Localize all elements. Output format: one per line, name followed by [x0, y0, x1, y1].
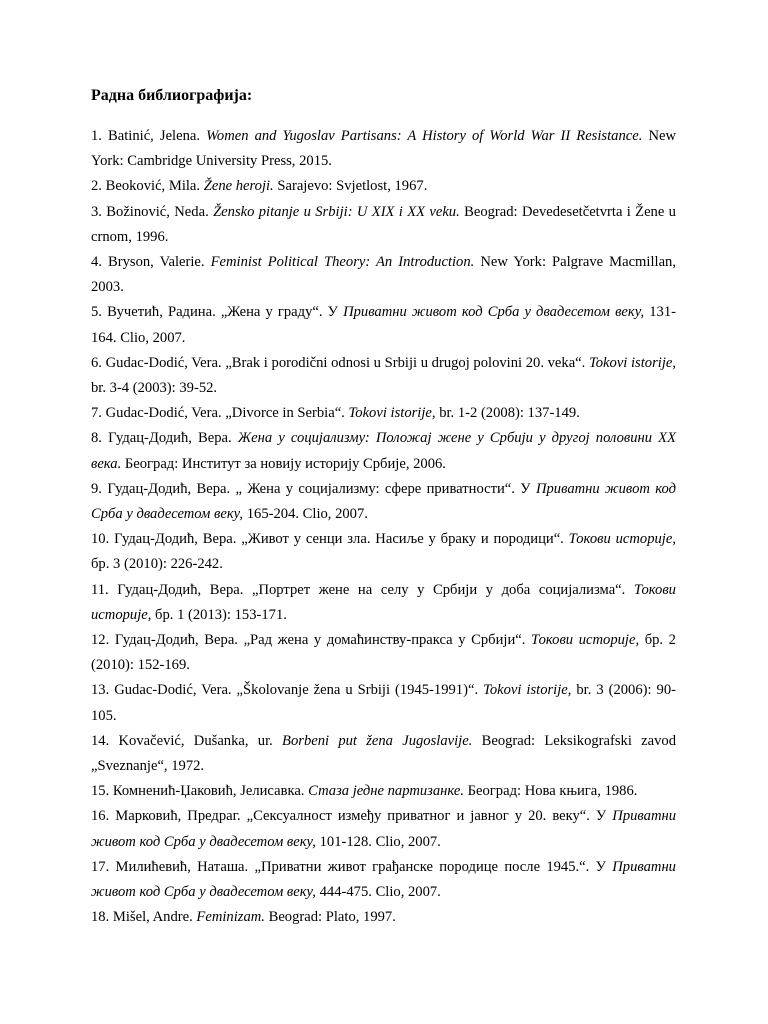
entry-publication-details: 165-204. Clio, 2007.: [246, 506, 368, 523]
entry-publication-details: Београд: Нова књига, 1986.: [467, 783, 638, 800]
bibliography-entry: [91, 124, 676, 174]
entry-publication-details: бр. 3 (2010): 226-242.: [91, 556, 223, 573]
bibliography-entry: [91, 174, 676, 199]
entry-publication-details: Sarajevo: Svjetlost, 1967.: [277, 178, 428, 195]
entry-work-title: Tokovi istorije,: [483, 682, 572, 699]
entry-number: 14.: [91, 732, 110, 749]
bibliography-entry: [91, 804, 676, 854]
entry-author: Gudac-Dodić, Vera.: [105, 405, 222, 422]
entry-work-title: Tokovi istorije,: [348, 405, 436, 422]
entry-number: 6.: [91, 354, 102, 371]
entry-number: 16.: [91, 808, 110, 825]
entry-publication-details: бр. 2 (2010): 152-169.: [91, 632, 676, 674]
entry-number: 15.: [91, 783, 110, 800]
bibliography-entry: [91, 729, 676, 779]
entry-author: Kovačević, Dušanka, ur.: [118, 732, 273, 749]
entry-number: 12.: [91, 632, 110, 649]
entry-author: Božinović, Neda.: [106, 203, 209, 220]
entry-author: Гудац-Додић, Вера.: [107, 480, 231, 497]
bibliography-entry: [91, 855, 676, 905]
entry-author: Gudac-Dodić, Vera.: [105, 354, 222, 371]
entry-work-title: Žensko pitanje u Srbiji: U XIX i XX veku.: [213, 203, 460, 220]
entry-article-title: „Рад жена у домаћинству-пракса у Србији“.: [243, 632, 526, 649]
entry-author: Гудац-Додић, Вера.: [117, 581, 244, 598]
entry-article-title: „Divorce in Serbia“.: [225, 405, 345, 422]
entry-number: 11.: [91, 581, 109, 598]
entry-work-title: Приватни живот код Срба у двадесетом веку,: [91, 858, 676, 901]
entry-number: 4.: [91, 254, 102, 271]
entry-number: 8.: [91, 430, 102, 447]
entry-number: 1.: [91, 128, 102, 144]
entry-publication-details: New York: Palgrave Macmillan, 2003.: [91, 254, 676, 296]
entry-number: 5.: [91, 304, 102, 321]
entry-article-title: „Портрет жене на селу у Србији у доба социјализма“.: [251, 581, 626, 598]
bibliography-entry: [91, 351, 676, 401]
entry-work-title: Tokovi istorije,: [588, 354, 677, 371]
entry-number: 10.: [91, 531, 110, 548]
entry-publication-details: Beograd: Plato, 1997.: [268, 909, 396, 926]
entry-work-title: Women and Yugoslav Partisans: A History of World War II Resistance.: [206, 128, 643, 144]
entry-number: 13.: [91, 682, 110, 699]
entry-author: Комненић-Џаковић, Јелисавка.: [112, 783, 305, 800]
entry-work-title: Жена у социјализму: Положај жене у Србији у другој половини XX века.: [91, 430, 676, 472]
page-title: Радна библиографија:: [91, 87, 253, 104]
entry-work-title: Feminizam.: [196, 909, 265, 926]
bibliography-entry: [91, 200, 676, 250]
bibliography-entry: [91, 628, 676, 678]
entry-number: 17.: [91, 858, 110, 875]
entry-work-title: Приватни живот код Срба у двадесетом веку,: [343, 304, 645, 321]
entry-work-title: Токови историје,: [568, 531, 676, 548]
entry-work-title: Приватни живот код Срба у двадесетом веку,: [91, 480, 677, 523]
entry-author: Mišel, Andre.: [112, 909, 193, 926]
entry-author: Марковић, Предраг.: [115, 808, 241, 825]
entry-article-title: „Приватни живот грађанске породице после 1945.“. У: [254, 858, 606, 875]
entry-article-title: „Сексуалност између приватног и јавног у 20. веку“. У: [246, 808, 607, 825]
entry-number: 18.: [91, 909, 110, 926]
entry-article-title: „Жена у граду“. У: [220, 304, 338, 321]
entry-publication-details: Београд: Институт за новију историју Србије, 2006.: [124, 455, 446, 472]
entry-author: Bryson, Valerie.: [108, 254, 205, 271]
entry-article-title: „Brak i porodični odnosi u Srbiji u drugoj polovini 20. veka“.: [225, 354, 586, 371]
bibliography-entry: [91, 527, 676, 577]
entry-publication-details: Beograd: Devedesetčetvrta i Žene u crnom, 1996.: [91, 203, 676, 245]
bibliography-entry: [91, 250, 676, 300]
bibliography-entry: [91, 779, 676, 804]
entry-author: Beoković, Mila.: [105, 178, 201, 195]
bibliography-entry: [91, 477, 676, 527]
entry-article-title: „ Жена у социјализму: сфере приватности“. У: [235, 480, 531, 497]
entry-author: Gudac-Dodić, Vera.: [114, 682, 232, 699]
entry-number: 7.: [91, 405, 102, 422]
entry-number: 3.: [91, 203, 102, 220]
entry-publication-details: br. 3-4 (2003): 39-52.: [91, 380, 218, 397]
entry-author: Batinić, Jelena.: [108, 128, 201, 144]
entry-work-title: Приватни живот код Срба у двадесетом веку,: [91, 808, 677, 850]
entry-work-title: Feminist Political Theory: An Introduction.: [210, 254, 475, 271]
entry-number: 2.: [91, 178, 102, 195]
entry-author: Гудац-Додић, Вера.: [108, 430, 232, 447]
entry-author: Гудац-Додић, Вера.: [114, 632, 238, 649]
bibliography-list: [91, 124, 676, 931]
bibliography-entry: [91, 401, 676, 426]
entry-author: Вучетић, Радина.: [107, 304, 216, 321]
entry-work-title: Токови историје,: [91, 581, 676, 623]
entry-publication-details: 131-164. Clio, 2007.: [91, 304, 676, 346]
bibliography-entry: [91, 300, 676, 350]
entry-work-title: Токови историје,: [531, 632, 640, 649]
entry-work-title: Стаза једне партизанке.: [308, 783, 464, 800]
entry-number: 9.: [91, 480, 102, 497]
bibliography-entry: [91, 678, 676, 728]
entry-article-title: „Školovanje žena u Srbiji (1945-1991)“.: [236, 682, 479, 699]
bibliography-entry: [91, 578, 676, 628]
document-page: [91, 85, 676, 931]
entry-publication-details: Beograd: Leksikografski zavod „Sveznanje“, 1972.: [91, 732, 676, 775]
entry-publication-details: br. 3 (2006): 90-105.: [91, 682, 676, 724]
entry-work-title: Žene heroji.: [203, 178, 274, 195]
entry-publication-details: br. 1-2 (2008): 137-149.: [439, 405, 580, 422]
entry-work-title: Borbeni put žena Jugoslavije.: [282, 732, 473, 749]
entry-publication-details: New York: Cambridge University Press, 2015.: [91, 128, 676, 170]
entry-article-title: „Живот у сенци зла. Насиље у браку и породици“.: [241, 531, 564, 548]
entry-author: Гудац-Додић, Вера.: [114, 531, 237, 548]
entry-author: Милићевић, Наташа.: [115, 858, 249, 875]
entry-publication-details: 444-475. Clio, 2007.: [319, 884, 441, 901]
bibliography-entry: [91, 905, 676, 930]
bibliography-entry: [91, 426, 676, 476]
entry-publication-details: бр. 1 (2013): 153-171.: [155, 606, 287, 623]
entry-publication-details: 101-128. Clio, 2007.: [319, 833, 441, 850]
